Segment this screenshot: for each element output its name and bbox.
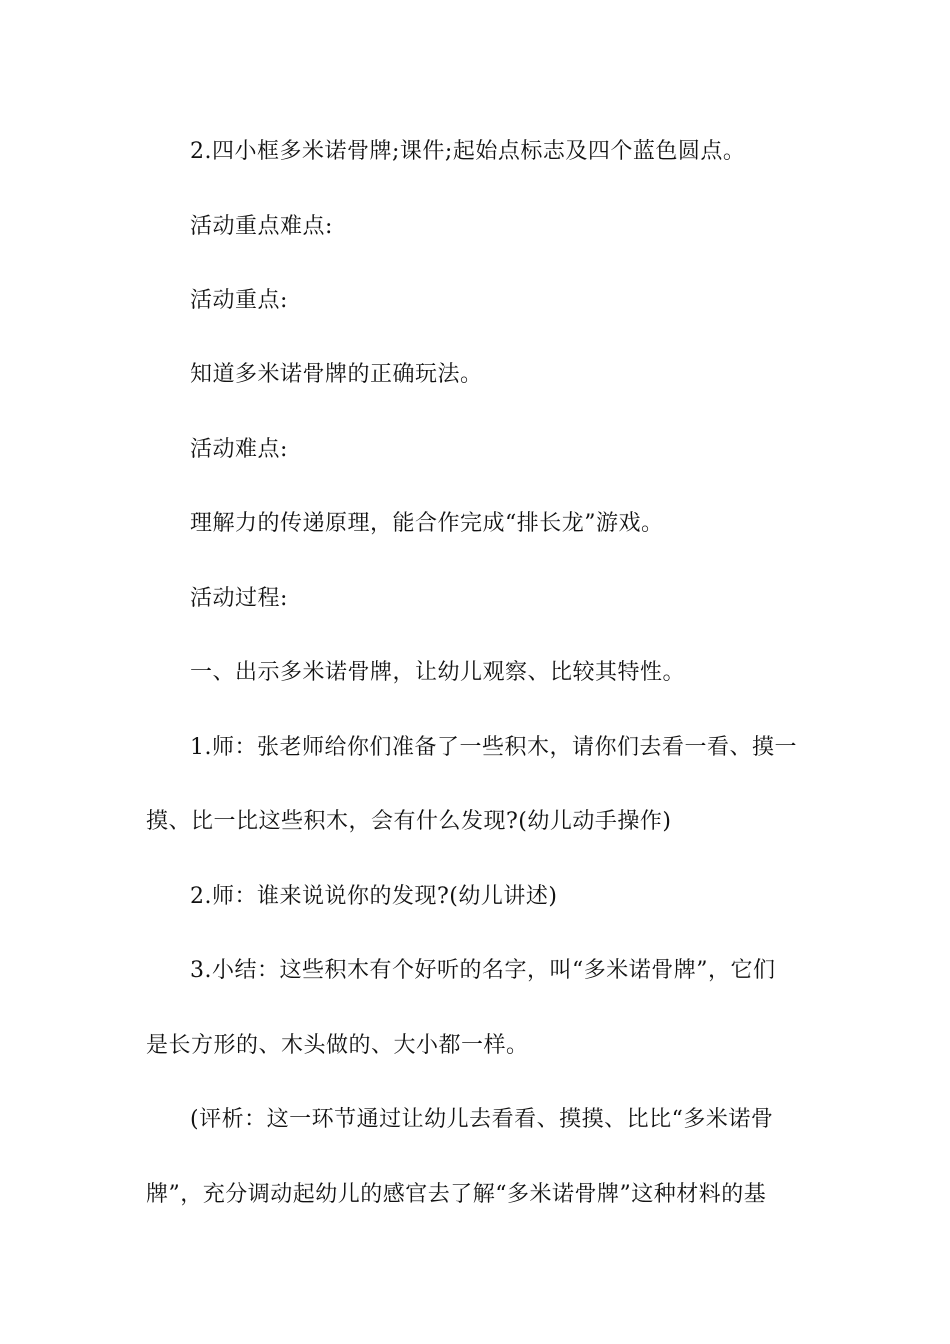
step-3-line-2: 是长方形的、木头做的、大小都一样。: [146, 1033, 529, 1058]
heading-key-difficult-points: 活动重点难点:: [190, 214, 333, 239]
step-1-line-2: 摸、比一比这些积木，会有什么发现?(幼儿动手操作): [146, 809, 672, 834]
difficult-point-text: 理解力的传递原理，能合作完成“排长龙”游戏。: [190, 511, 664, 536]
step-1-line-1: 1.师：张老师给你们准备了一些积木，请你们去看一看、摸一: [190, 735, 797, 760]
comment-line-2: 牌”，充分调动起幼儿的感官去了解“多米诺骨牌”这种材料的基: [146, 1182, 767, 1207]
heading-activity-process: 活动过程:: [190, 586, 288, 611]
heading-difficult-points: 活动难点:: [190, 437, 288, 462]
key-point-text: 知道多米诺骨牌的正确玩法。: [190, 362, 483, 387]
step-2-line: 2.师：谁来说说你的发现?(幼儿讲述): [190, 884, 558, 909]
section-one-title: 一、出示多米诺骨牌，让幼儿观察、比较其特性。: [190, 660, 686, 685]
step-3-line-1: 3.小结：这些积木有个好听的名字，叫“多米诺骨牌”，它们: [190, 958, 776, 983]
heading-key-points: 活动重点:: [190, 288, 288, 313]
materials-line: 2.四小框多米诺骨牌;课件;起始点标志及四个蓝色圆点。: [190, 139, 746, 164]
comment-line-1: (评析：这一环节通过让幼儿去看看、摸摸、比比“多米诺骨: [190, 1107, 774, 1132]
